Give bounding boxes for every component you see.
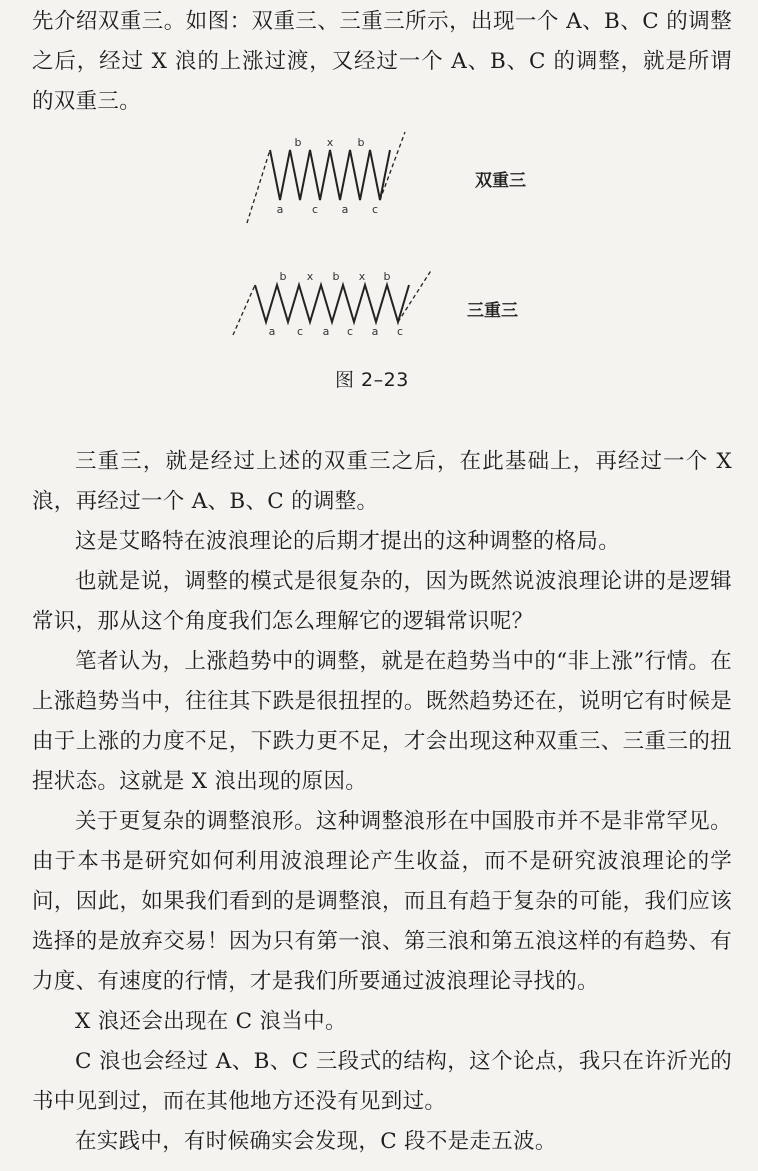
triple-three-top-label: x: [358, 270, 366, 283]
triple-three-top-label: b: [383, 270, 391, 283]
paragraph-x-wave-in-c: X 浪还会出现在 C 浪当中。: [75, 1009, 347, 1034]
triple-three-bottom-label: a: [322, 325, 330, 338]
double-three-bottom-label: a: [341, 203, 349, 216]
paragraph-complex-corrections: 关于更复杂的调整浪形。这种调整浪形在中国股市并不是非常罕见。由于本书是研究如何利用波浪理论产生收益，而不是研究波浪理论的学问，因此，如果我们看到的是调整浪，而且有趋于复杂的可能，我们应该选择的是放弃交易！因为只有第一浪、第三浪和第五浪这样的有趋势、有力度、有速度的行情，才是我们所要通过波浪理论寻找的。: [32, 809, 732, 994]
paragraph-double-three-intro: 先介绍双重三。如图：双重三、三重三所示，出现一个 A、B、C 的调整之后，经过 X 浪的上涨过渡，又经过一个 A、B、C 的调整，就是所谓的双重三。: [32, 9, 732, 114]
triple-three-exit-dash: [398, 269, 432, 322]
triple-three-top-label: b: [279, 270, 287, 283]
double-three-bottom-label: c: [371, 203, 379, 216]
double-three-bottom-label: c: [311, 203, 319, 216]
paragraph-triple-three: 三重三，就是经过上述的双重三之后，在此基础上，再经过一个 X 浪，再经过一个 A、B、C 的调整。: [32, 449, 732, 514]
paragraph-c-wave-abc: C 浪也会经过 A、B、C 三段式的结构，这个论点，我只在许沂光的书中见到过，而在其他地方还没有见到过。: [32, 1049, 732, 1114]
triple-three-bottom-label: a: [268, 325, 276, 338]
triple-three-bottom-label: c: [396, 325, 404, 338]
triple-three-entry-dash: [233, 285, 255, 335]
wave-diagram: [225, 130, 545, 360]
paragraph-logic-common-sense: 也就是说，调整的模式是很复杂的，因为既然说波浪理论讲的是逻辑常识，那从这个角度我们怎么理解它的逻辑常识呢？: [32, 569, 732, 634]
triple-three-title: 三重三: [467, 301, 518, 321]
double-three-diagram: [247, 132, 526, 223]
paragraph-practice: 在实践中，有时候确实会发现，C 段不是走五波。: [75, 1129, 557, 1154]
triple-three-bottom-label: c: [346, 325, 354, 338]
triple-three-diagram: [233, 269, 518, 338]
triple-three-top-label: b: [332, 270, 340, 283]
triple-three-bottom-label: a: [371, 325, 379, 338]
figure-wave-patterns: [225, 130, 545, 400]
double-three-exit-dash: [380, 132, 405, 200]
double-three-top-label: b: [357, 136, 365, 149]
double-three-top-label: b: [294, 136, 302, 149]
figure-caption: 图 2–23: [335, 369, 409, 391]
double-three-zigzag: [270, 150, 390, 200]
triple-three-top-label: x: [306, 270, 314, 283]
double-three-entry-dash: [247, 150, 270, 223]
paragraph-author-view: 笔者认为，上涨趋势中的调整，就是在趋势当中的“非上涨”行情。在上涨趋势当中，往往其下跌是很扭捏的。既然趋势还在，说明它有时候是由于上涨的力度不足，下跌力更不足，才会出现这种双重三、三重三的扭捏状态。这就是 X 浪出现的原因。: [32, 649, 732, 794]
triple-three-zigzag: [255, 285, 409, 322]
paragraph-elliott-later: 这是艾略特在波浪理论的后期才提出的这种调整的格局。: [75, 529, 621, 554]
double-three-title: 双重三: [475, 171, 526, 191]
double-three-bottom-label: a: [276, 203, 284, 216]
double-three-top-label: x: [326, 136, 334, 149]
triple-three-bottom-label: c: [296, 325, 304, 338]
